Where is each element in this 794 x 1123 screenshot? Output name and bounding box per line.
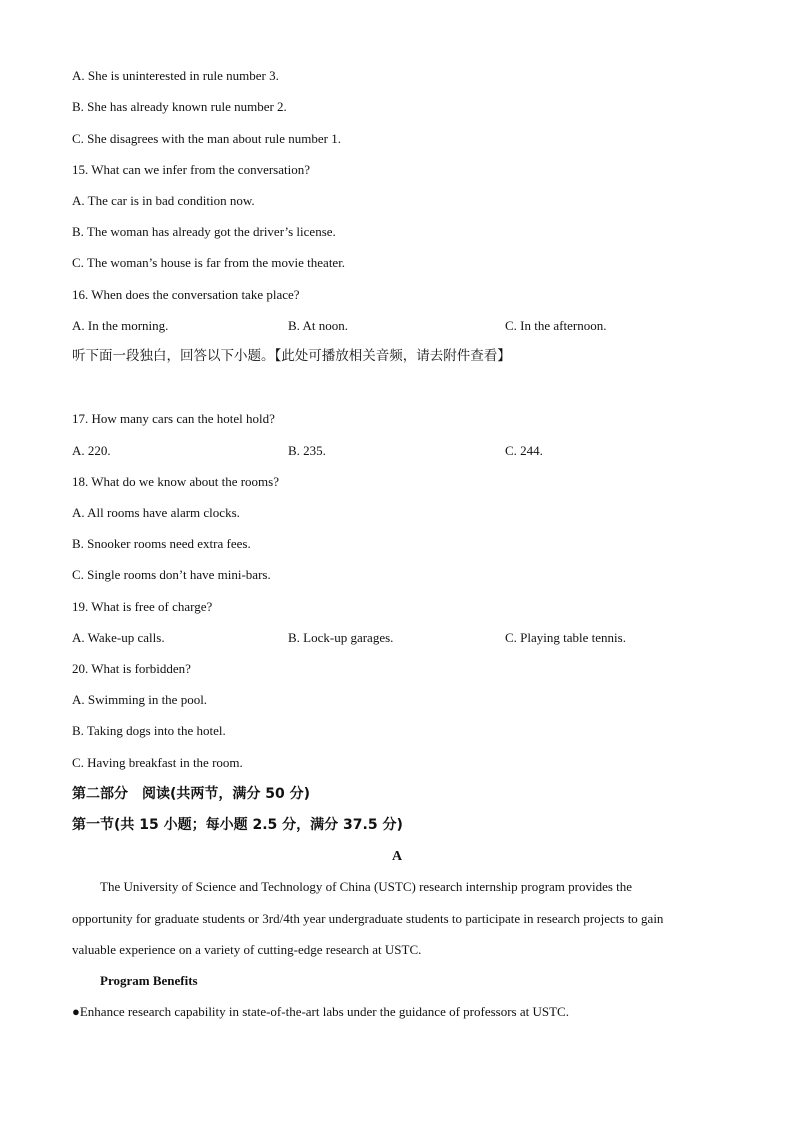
passage-line-2: opportunity for graduate students or 3rd/4th year undergraduate students to participate in research projects to gain (72, 911, 664, 926)
passage-line-3: valuable experience on a variety of cutting-edge research at USTC. (72, 942, 422, 957)
benefits-heading: Program Benefits (100, 973, 198, 988)
q16-option-c: C. In the afternoon. (505, 318, 607, 333)
q19-option-a: A. Wake-up calls. (72, 630, 165, 645)
q20-option-b: B. Taking dogs into the hotel. (72, 723, 226, 738)
q16-option-a: A. In the morning. (72, 318, 169, 333)
q16-option-b: B. At noon. (288, 318, 348, 333)
q17-option-b: B. 235. (288, 443, 326, 458)
q20-option-c: C. Having breakfast in the room. (72, 755, 243, 770)
q15-option-b: B. The woman has already got the driver’s license. (72, 224, 336, 239)
q19-option-b: B. Lock-up garages. (288, 630, 394, 645)
q15-option-c: C. The woman’s house is far from the movie theater. (72, 255, 346, 270)
section1-heading: 第一节(共 15 小题；每小题 2.5 分，满分 37.5 分) (72, 817, 403, 833)
part2-heading: 第二部分 阅读(共两节，满分 50 分) (72, 786, 311, 802)
q19-option-c: C. Playing table tennis. (505, 630, 626, 645)
q17-option-a: A. 220. (72, 443, 111, 458)
q17-question: 17. How many cars can the hotel hold? (72, 411, 275, 426)
q15-option-a: A. The car is in bad condition now. (72, 193, 255, 208)
q18-option-c: C. Single rooms don’t have mini-bars. (72, 567, 271, 582)
q16-question: 16. When does the conversation take place? (72, 287, 300, 302)
q17-option-c: C. 244. (505, 443, 543, 458)
q18-question: 18. What do we know about the rooms? (72, 474, 279, 489)
benefit-item-1: ●Enhance research capability in state-of-the-art labs under the guidance of professors at USTC. (72, 1004, 569, 1019)
passage-line-1: The University of Science and Technology of China (USTC) research internship program provides the (100, 879, 633, 894)
q15-question: 15. What can we infer from the conversation? (72, 162, 310, 177)
q19-question: 19. What is free of charge? (72, 599, 213, 614)
listening-instruction: 听下面一段独白，回答以下小题。【此处可播放相关音频，请去附件查看】 (72, 348, 511, 364)
q20-question: 20. What is forbidden? (72, 661, 191, 676)
q18-option-a: A. All rooms have alarm clocks. (72, 505, 240, 520)
q14-option-b: B. She has already known rule number 2. (72, 99, 287, 114)
passage-letter: A (391, 849, 403, 864)
q14-option-c: C. She disagrees with the man about rule number 1. (72, 131, 341, 146)
q20-option-a: A. Swimming in the pool. (72, 692, 208, 707)
q18-option-b: B. Snooker rooms need extra fees. (72, 536, 251, 551)
q14-option-a: A. She is uninterested in rule number 3. (72, 68, 279, 83)
